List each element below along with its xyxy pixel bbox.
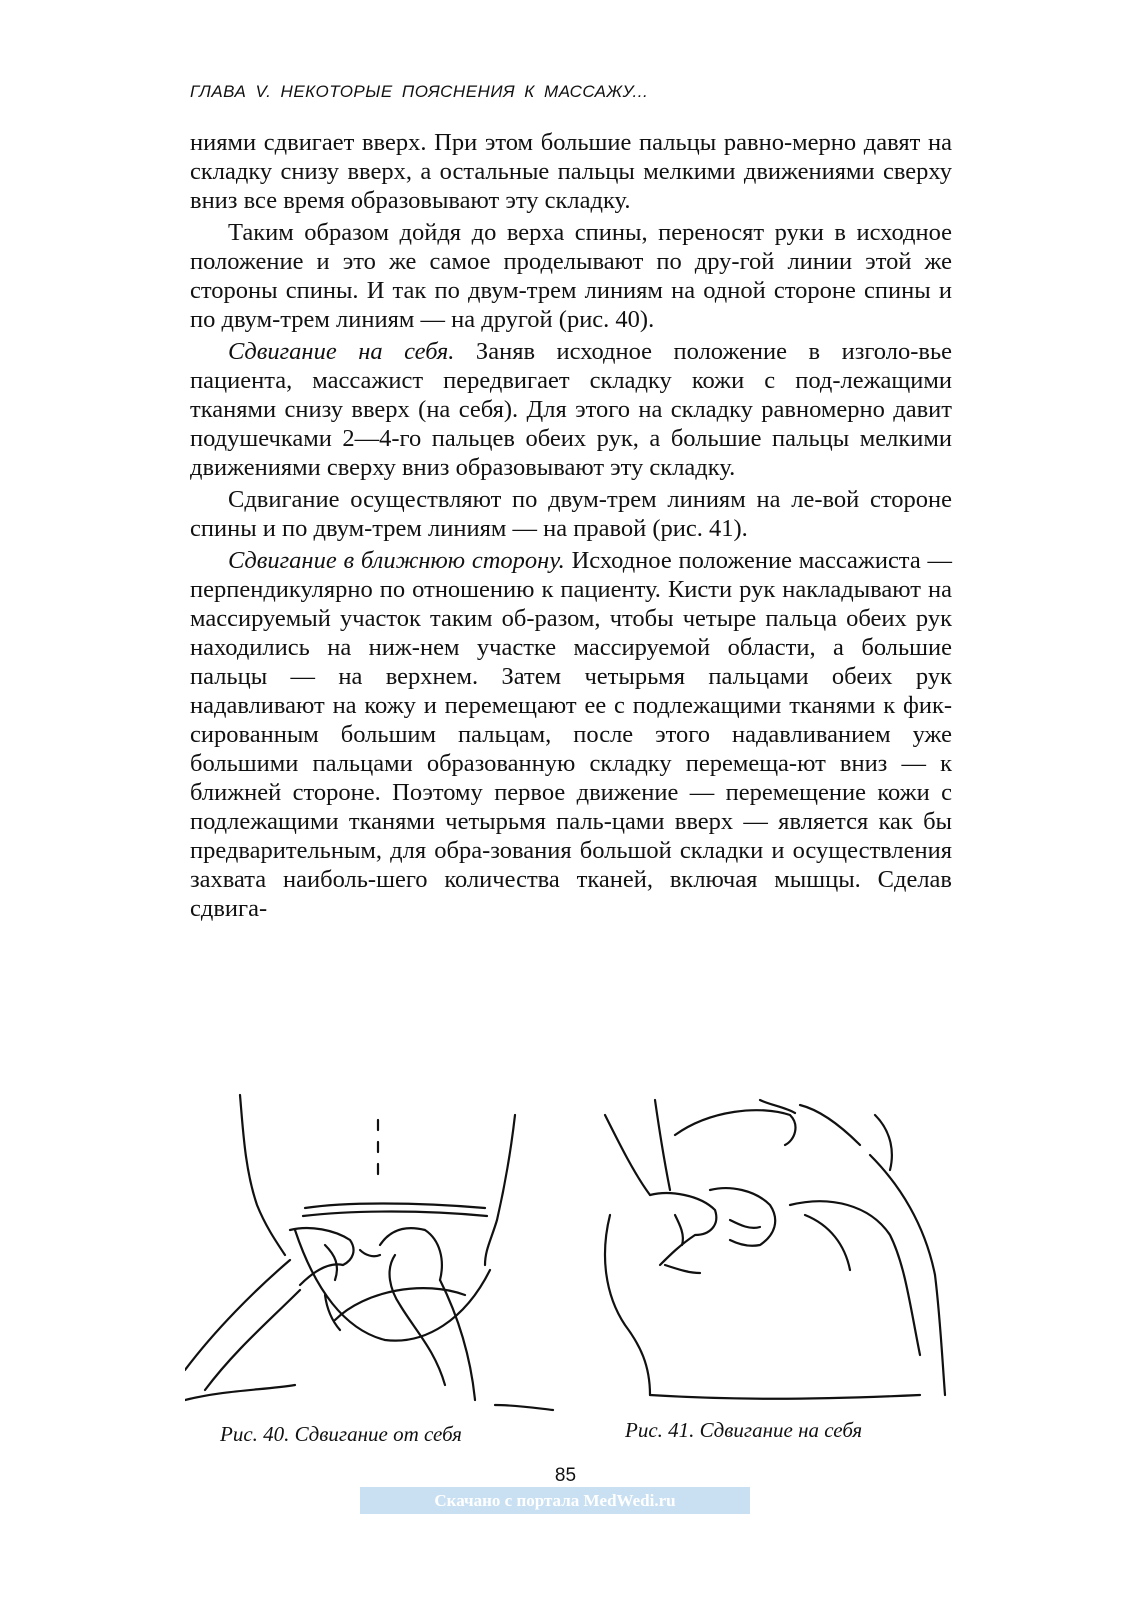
paragraph-3-text: Заняв исходное положение в изголо-вье пациента, массажист передвигает складку кожи с под-лежащими тканями снизу вверх (на себя). Для этого на складку равномерно давит подушечками 2—4-го пальцев обеих рук, а большие пальцы мелкими движениями сверху вниз образовывают эту складку. xyxy=(190,338,952,481)
paragraph-5 xyxy=(190,546,952,923)
paragraph-4: Сдвигание осуществляют по двум-трем линиям на ле-вой стороне спины и по двум-трем линиям — на правой (рис. 41). xyxy=(190,486,952,542)
paragraph-2: Таким образом дойдя до верха спины, переносят руки в исходное положение и это же самое проделывают по дру-гой линии этой же стороны спины. И так по двум-трем линиям на одной стороне спины и по двум-трем линиям — на другой (рис. 40). xyxy=(190,219,952,333)
paragraph-1: ниями сдвигает вверх. При этом большие пальцы равно-мерно давят на складку снизу вверх, а остальные пальцы мелкими движениями сверху вниз все время образовывают эту складку. xyxy=(190,129,952,214)
figure-40-caption: Рис. 40. Сдвигание от себя xyxy=(220,1422,462,1446)
paragraph-3 xyxy=(190,337,952,482)
figure-41-caption: Рис. 41. Сдвигание на себя xyxy=(625,1418,863,1442)
page-number: 85 xyxy=(554,1465,577,1486)
paragraph-5-text: Исходное положение массажиста — перпендикулярно по отношению к пациенту. Кисти рук накладывают на массируемый участок таким об-разом, чтобы четыре пальца обеих рук находились на ниж-нем участке массируемой области, а большие пальцы — на верхнем. Затем четырьмя пальцами обеих рук надавливают на кожу и перемещают ее с подлежащими тканями к фик-сированным большим пальцам, после этого надавливанием уже большими пальцами образованную складку перемеща-ют вниз — к ближней стороне. Поэтому первое движение — перемещение кожи с подлежащими тканями четырьмя паль-цами вверх — является как бы предварительным, для обра-зования большой складки и осуществления захвата наиболь-шего количества тканей, включая мышцы. Сделав сдвига- xyxy=(190,547,952,922)
term-near-side: Сдвигание в ближнюю сторону. xyxy=(228,547,565,574)
figure-40-illustration xyxy=(185,1090,555,1420)
running-header: ГЛАВА V. НЕКОТОРЫЕ ПОЯСНЕНИЯ К МАССАЖУ... xyxy=(190,82,649,101)
figure-41-illustration xyxy=(590,1095,950,1405)
term-pull-toward: Сдвигание на себя. xyxy=(228,338,455,365)
watermark-banner: Скачано с портала MedWedi.ru xyxy=(360,1487,750,1514)
main-text xyxy=(190,128,952,923)
